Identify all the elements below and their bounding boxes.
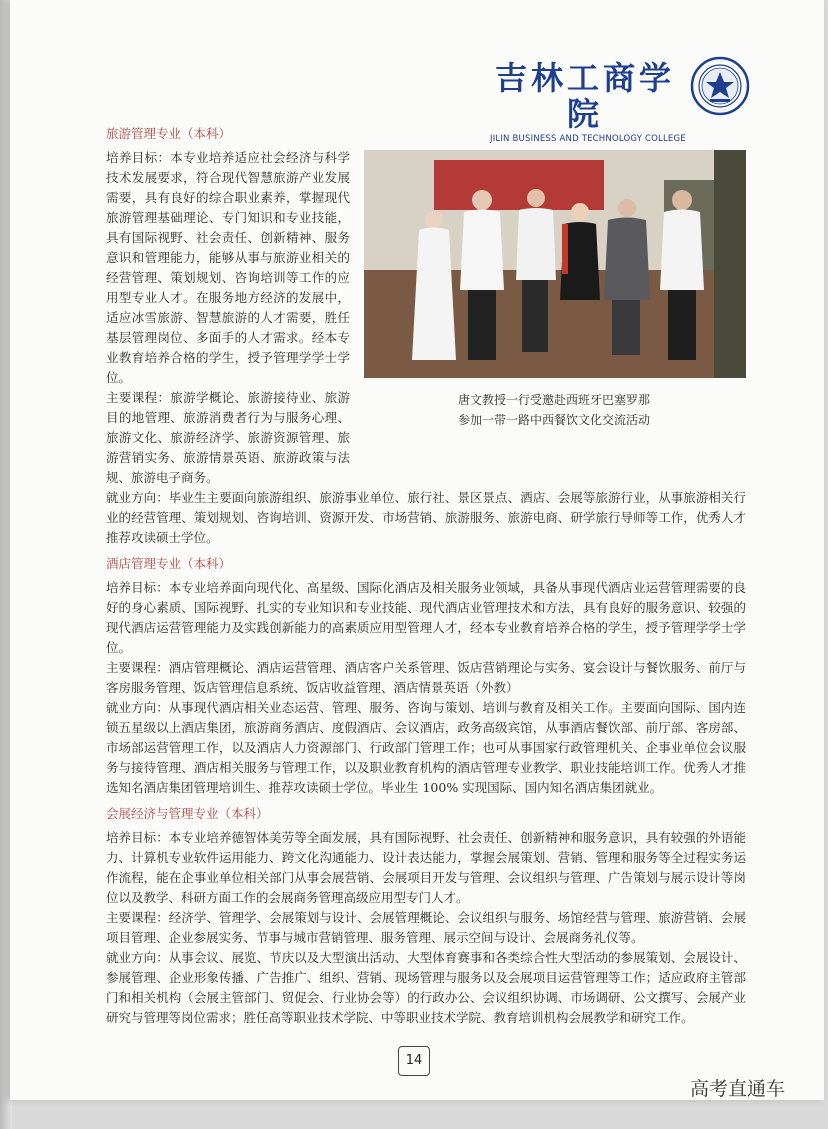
paragraph: 主要课程：旅游学概论、旅游接待业、旅游目的地管理、旅游消费者行为与服务心理、旅游文化、旅游经济学、旅游资源管理、旅游营销实务、旅游情景英语、旅游政策与法规、旅游电子商务。 [106,390,350,485]
paragraph: 就业方向：从事会议、展览、节庆以及大型演出活动、大型体育赛事和各类综合性大型活动的参展策划、会展设计、参展管理、企业形象传播、广告推广、组织、营销、现场管理与服务以及会展项目运营管理等工作；适应政府主管部门和相关机构（会展主管部门、贸促会、行业协会等）的行政办公、会议组织协调、市场调研、公文撰写、会展产业研究与管理等岗位需求；胜任高等职业技术学院、中等职业技术学院、教育培训机构会展教学和研究工作。 [106,950,746,1025]
watermark-text: 高考直通车 [690,1078,786,1100]
paragraph: 培养目标：本专业培养适应社会经济与科学技术发展要求，符合现代智慧旅游产业发展需要，具有良好的综合职业素养，掌握现代旅游管理基础理论、专门知识和专业技能，具有国际视野、社会责任、创新精神、服务意识和管理能力，能够从事与旅游业相关的经营管理、策划规划、咨询培训等工作的应用型专业人才。在服务地方经济的发展中，适应冰雪旅游、智慧旅游的人才需要，胜任基层管理岗位、多面手的人才需求。经本专业教育培养合格的学生，授予管理学学士学位。 [106,150,350,385]
section-title-tourism: 旅游管理专业（本科） [106,126,232,141]
page-number: 14 [398,1046,430,1076]
paragraph: 就业方向：从事现代酒店相关业态运营、管理、服务、咨询与策划、培训与教育及相关工作。主要面向国际、国内连锁五星级以上酒店集团，旅游商务酒店、度假酒店、会议酒店，政务高级宾馆，从事酒店餐饮部、前厅部、客房部、市场部运营管理工作，以及酒店人力资源部门、行政部门管理工作；也可从事国家行政管理机关、企事业单位会议服务与接待管理、酒店相关服务与管理工作，以及职业教育机构的酒店管理专业教学、职业技能培训工作。优秀人才推选知名酒店集团管理培训生、推荐攻读硕士学位。毕业生 100% 实现国际、国内知名酒店集团就业。 [106,700,746,795]
paragraph: 培养目标：本专业培养面向现代化、高星级、国际化酒店及相关服务业领域，具备从事现代酒店业运营管理需要的良好的身心素质、国际视野、扎实的专业知识和专业技能、现代酒店业管理技术和方法，具有良好的服务意识、较强的现代酒店运营管理能力及实践创新能力的高素质应用型管理人才，经本专业教育培养合格的学生，授予管理学学士学位。 [106,580,746,655]
paragraph: 培养目标：本专业培养德智体美劳等全面发展，具有国际视野、社会责任、创新精神和服务意识，具有较强的外语能力、计算机专业软件运用能力、跨文化沟通能力、设计表达能力，掌握会展策划、营销、管理和服务等全过程实务运作流程，能在企事业单位相关部门从事会展营销、会展项目开发与管理、会议组织与管理、广告策划与展示设计等岗位以及教学、科研方面工作的会展商务管理高级应用型专门人才。 [106,830,746,905]
caption-line-1: 唐文教授一行受邀赴西班牙巴塞罗那 [457,393,650,407]
logo-english-name: JILIN BUSINESS AND TECHNOLOGY COLLEGE [490,134,686,144]
group-photo [364,150,746,378]
paragraph: 主要课程：经济学、管理学、会展策划与设计、会展管理概论、会议组织与服务、场馆经营与管理、旅游营销、会展项目管理、企业参展实务、节事与城市营销管理、服务管理、展示空间与设计、会展商务礼仪等。 [106,910,746,945]
caption-line-2: 参加一带一路中西餐饮文化交流活动 [457,413,650,427]
paragraph: 主要课程：酒店管理概论、酒店运营管理、酒店客户关系管理、饭店营销理论与实务、宴会设计与餐饮服务、前厅与客房服务管理、饭店管理信息系统、饭店收益管理、酒店情景英语（外教） [106,660,746,695]
section-title-hotel: 酒店管理专业（本科） [106,556,232,571]
section-title-exhibition: 会展经济与管理专业（本科） [106,806,269,821]
page-content [106,118,746,1028]
photo-block [364,150,746,460]
paragraph: 就业方向：毕业生主要面向旅游组织、旅游事业单位、旅行社、景区景点、酒店、会展等旅游行业，从事旅游相关行业的经营管理、策划规划、咨询培训、资源开发、市场营销、旅游服务、旅游电商、研学旅行导师等工作，优秀人才推荐攻读硕士学位。 [106,490,746,545]
photo-caption [364,390,744,430]
college-seal-icon [690,56,750,116]
logo-chinese-name: 吉林工商学院 [494,59,675,133]
